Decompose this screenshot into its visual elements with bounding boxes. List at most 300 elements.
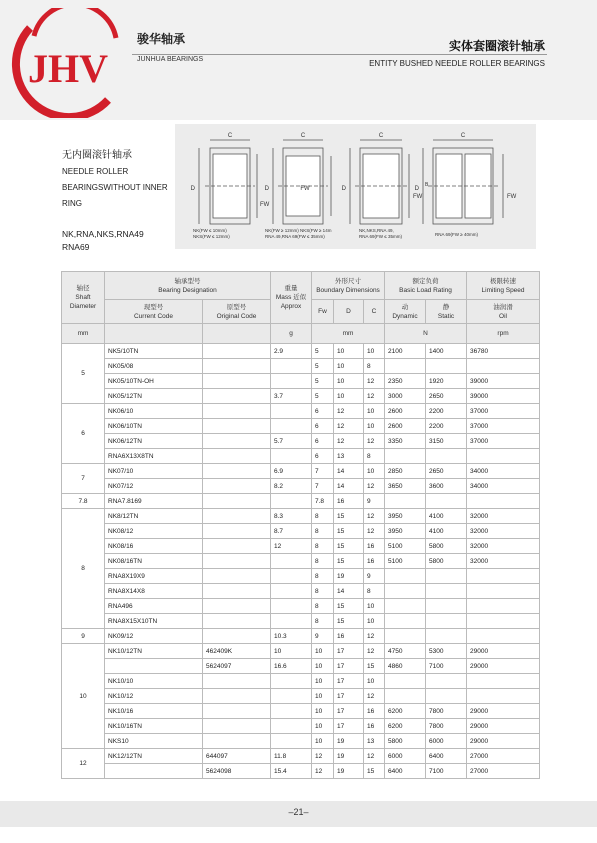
section-title-en: NEEDLE ROLLER BEARINGSWITHOUT INNER RING xyxy=(62,167,168,208)
speed-cell: 29000 xyxy=(467,704,540,719)
static-cell: 5800 xyxy=(426,539,467,554)
original-cell xyxy=(203,599,271,614)
mass-cell: 8.2 xyxy=(271,479,312,494)
d-header: D xyxy=(334,300,364,324)
diagram2-d-label: D xyxy=(264,186,269,192)
dynamic-cell xyxy=(385,359,426,374)
original-cell xyxy=(203,629,271,644)
current-cell: NK10/16TN xyxy=(105,719,203,734)
static-cell: 1400 xyxy=(426,344,467,359)
page-title-cn: 实体套圈滚针轴承 xyxy=(448,39,545,53)
dynamic-header: 动 Dynamic xyxy=(385,300,426,324)
mass-cell xyxy=(271,734,312,749)
d-cell: 15 xyxy=(334,614,364,629)
c-cell: 10 xyxy=(364,419,385,434)
d-cell: 15 xyxy=(334,509,364,524)
fw-cell: 5 xyxy=(312,374,334,389)
static-cell xyxy=(426,614,467,629)
original-cell xyxy=(203,569,271,584)
current-code-header: 现型号 Current Code xyxy=(105,300,203,324)
table-row xyxy=(62,704,540,719)
dynamic-cell: 6200 xyxy=(385,704,426,719)
table-row xyxy=(62,689,540,704)
current-cell: NK06/10TN xyxy=(105,419,203,434)
dynamic-cell: 6200 xyxy=(385,719,426,734)
fw-cell: 6 xyxy=(312,419,334,434)
table-row xyxy=(62,419,540,434)
speed-cell: 29000 xyxy=(467,719,540,734)
mass-cell: 10 xyxy=(271,644,312,659)
fw-cell: 8 xyxy=(312,539,334,554)
static-cell: 3150 xyxy=(426,434,467,449)
shaft-diameter-cell: 7 xyxy=(62,464,105,494)
c-cell: 8 xyxy=(364,584,385,599)
mass-cell: 6.9 xyxy=(271,464,312,479)
d-cell: 14 xyxy=(334,464,364,479)
original-cell xyxy=(203,734,271,749)
c-cell: 12 xyxy=(364,374,385,389)
mass-cell: 3.7 xyxy=(271,389,312,404)
speed-cell: 37000 xyxy=(467,434,540,449)
mass-cell: 8.7 xyxy=(271,524,312,539)
fw-cell: 12 xyxy=(312,749,334,764)
dynamic-cell: 3350 xyxy=(385,434,426,449)
c-cell: 9 xyxy=(364,494,385,509)
current-cell: NK05/10TN-OH xyxy=(105,374,203,389)
load-unit: N xyxy=(385,324,467,344)
fw-cell: 6 xyxy=(312,434,334,449)
fw-cell: 10 xyxy=(312,704,334,719)
static-cell: 6000 xyxy=(426,734,467,749)
d-cell: 15 xyxy=(334,554,364,569)
boundary-header: 外形尺寸 Boundary Dimensions xyxy=(312,272,385,300)
d-cell: 17 xyxy=(334,644,364,659)
static-cell xyxy=(426,359,467,374)
dynamic-cell xyxy=(385,599,426,614)
c-cell: 10 xyxy=(364,599,385,614)
original-cell xyxy=(203,404,271,419)
current-cell: RNA7.8169 xyxy=(105,494,203,509)
speed-cell: 27000 xyxy=(467,764,540,779)
mass-cell xyxy=(271,689,312,704)
current-cell: NK07/10 xyxy=(105,464,203,479)
current-cell: RNA6X13X8TN xyxy=(105,449,203,464)
dynamic-cell: 2600 xyxy=(385,419,426,434)
mass-cell: 11.8 xyxy=(271,749,312,764)
fw-cell: 9 xyxy=(312,629,334,644)
current-code-unit xyxy=(105,324,203,344)
diagram1-note: NK(FW ≤ 10mm) NKS(FW ≤ 12mm) xyxy=(193,228,230,239)
table-row xyxy=(62,524,540,539)
d-cell: 14 xyxy=(334,479,364,494)
static-cell xyxy=(426,569,467,584)
mass-cell xyxy=(271,704,312,719)
d-cell: 19 xyxy=(334,734,364,749)
diagram1-d-label: D xyxy=(190,186,195,192)
c-cell: 10 xyxy=(364,614,385,629)
dynamic-cell: 2600 xyxy=(385,404,426,419)
d-cell: 15 xyxy=(334,524,364,539)
d-cell: 10 xyxy=(334,344,364,359)
speed-header: 极限转速 Limiting Speed xyxy=(467,272,540,300)
current-cell: NK8/12TN xyxy=(105,509,203,524)
d-cell: 19 xyxy=(334,749,364,764)
mass-cell xyxy=(271,419,312,434)
c-cell: 16 xyxy=(364,704,385,719)
speed-cell: 36780 xyxy=(467,344,540,359)
fw-cell: 10 xyxy=(312,674,334,689)
original-cell xyxy=(203,434,271,449)
fw-cell: 6 xyxy=(312,404,334,419)
c-cell: 12 xyxy=(364,629,385,644)
mass-cell xyxy=(271,584,312,599)
fw-cell: 6 xyxy=(312,449,334,464)
fw-header: Fw xyxy=(312,300,334,324)
mass-cell xyxy=(271,674,312,689)
mass-cell xyxy=(271,374,312,389)
original-cell: 462409K xyxy=(203,644,271,659)
d-cell: 17 xyxy=(334,704,364,719)
static-cell: 2650 xyxy=(426,464,467,479)
speed-cell: 29000 xyxy=(467,659,540,674)
d-cell: 14 xyxy=(334,584,364,599)
table-row xyxy=(62,389,540,404)
dynamic-cell xyxy=(385,614,426,629)
original-cell: 5624097 xyxy=(203,659,271,674)
static-cell: 2650 xyxy=(426,389,467,404)
table-row xyxy=(62,539,540,554)
table-row xyxy=(62,479,540,494)
c-cell: 10 xyxy=(364,344,385,359)
table-row xyxy=(62,359,540,374)
c-cell: 10 xyxy=(364,674,385,689)
fw-cell: 10 xyxy=(312,689,334,704)
speed-cell: 27000 xyxy=(467,749,540,764)
d-cell: 15 xyxy=(334,539,364,554)
c-cell: 12 xyxy=(364,434,385,449)
shaft-diameter-cell: 12 xyxy=(62,749,105,779)
current-cell: RNA496 xyxy=(105,599,203,614)
static-cell xyxy=(426,584,467,599)
current-cell: NK08/16TN xyxy=(105,554,203,569)
speed-cell xyxy=(467,599,540,614)
speed-cell xyxy=(467,449,540,464)
table-row xyxy=(62,404,540,419)
table-row xyxy=(62,344,540,359)
current-cell: NK5/10TN xyxy=(105,344,203,359)
mass-cell xyxy=(271,494,312,509)
original-code-unit xyxy=(203,324,271,344)
speed-cell: 39000 xyxy=(467,374,540,389)
original-cell xyxy=(203,689,271,704)
mass-cell: 16.6 xyxy=(271,659,312,674)
logo-text: JHV xyxy=(28,46,108,91)
mass-cell: 8.3 xyxy=(271,509,312,524)
c-cell: 15 xyxy=(364,659,385,674)
c-cell: 12 xyxy=(364,749,385,764)
shaft-diameter-cell: 7.8 xyxy=(62,494,105,509)
fw-cell: 8 xyxy=(312,584,334,599)
table-row xyxy=(62,659,540,674)
current-cell: NK05/12TN xyxy=(105,389,203,404)
original-cell xyxy=(203,704,271,719)
c-cell: 12 xyxy=(364,479,385,494)
c-cell: 12 xyxy=(364,689,385,704)
dynamic-cell xyxy=(385,449,426,464)
table-row xyxy=(62,734,540,749)
table-row xyxy=(62,614,540,629)
mass-cell xyxy=(271,719,312,734)
d-cell: 16 xyxy=(334,494,364,509)
table-row xyxy=(62,509,540,524)
bearing-diagrams-svg xyxy=(175,124,536,249)
current-cell: NK10/12 xyxy=(105,689,203,704)
table-row xyxy=(62,449,540,464)
dynamic-cell: 6000 xyxy=(385,749,426,764)
table-row xyxy=(62,629,540,644)
current-cell: NK05/08 xyxy=(105,359,203,374)
d-cell: 13 xyxy=(334,449,364,464)
mass-cell xyxy=(271,554,312,569)
d-cell: 19 xyxy=(334,569,364,584)
dynamic-cell xyxy=(385,494,426,509)
load-rating-header: 额定负荷 Basic Load Rating xyxy=(385,272,467,300)
static-cell: 5800 xyxy=(426,554,467,569)
speed-cell: 32000 xyxy=(467,509,540,524)
shaft-diameter-cell: 10 xyxy=(62,644,105,749)
speed-cell xyxy=(467,569,540,584)
c-cell: 16 xyxy=(364,554,385,569)
bearing-spec-table xyxy=(61,271,540,779)
current-cell: NK12/12TN xyxy=(105,749,203,764)
fw-cell: 5 xyxy=(312,389,334,404)
d-cell: 12 xyxy=(334,434,364,449)
diagram4-b-label: B xyxy=(425,182,429,188)
d-cell: 17 xyxy=(334,719,364,734)
table-row xyxy=(62,719,540,734)
mass-cell xyxy=(271,449,312,464)
diagram2-note: NK(FW ≥ 12mm) NKS(FW ≥ 14m RNA 49,RNA 69(FW ≤ 35mm) xyxy=(265,228,332,239)
fw-cell: 8 xyxy=(312,509,334,524)
speed-cell: 37000 xyxy=(467,404,540,419)
c-cell: 12 xyxy=(364,524,385,539)
current-cell: NK10/10 xyxy=(105,674,203,689)
fw-cell: 5 xyxy=(312,344,334,359)
page-title-en: ENTITY BUSHED NEEDLE ROLLER BEARINGS xyxy=(369,59,545,68)
speed-cell xyxy=(467,614,540,629)
speed-cell: 29000 xyxy=(467,734,540,749)
original-cell xyxy=(203,674,271,689)
current-cell xyxy=(105,659,203,674)
mass-cell: 2.9 xyxy=(271,344,312,359)
fw-cell: 8 xyxy=(312,524,334,539)
dynamic-cell: 5100 xyxy=(385,539,426,554)
static-cell: 7100 xyxy=(426,659,467,674)
brand-name-en: JUNHUA BEARINGS xyxy=(137,56,204,63)
original-code-header: 原型号 Original Code xyxy=(203,300,271,324)
dynamic-cell: 5100 xyxy=(385,554,426,569)
original-cell xyxy=(203,389,271,404)
original-cell xyxy=(203,479,271,494)
current-cell: NK10/12TN xyxy=(105,644,203,659)
d-cell: 19 xyxy=(334,764,364,779)
shaft-diameter-cell: 5 xyxy=(62,344,105,404)
table-row xyxy=(62,434,540,449)
speed-cell: 34000 xyxy=(467,479,540,494)
diagram4-note: RNA 69(FW ≥ 40mm) xyxy=(435,232,478,237)
fw-cell: 8 xyxy=(312,614,334,629)
original-cell xyxy=(203,359,271,374)
fw-cell: 7 xyxy=(312,464,334,479)
d-cell: 17 xyxy=(334,674,364,689)
dynamic-cell: 3950 xyxy=(385,524,426,539)
original-cell xyxy=(203,464,271,479)
current-cell: NKS10 xyxy=(105,734,203,749)
table-row xyxy=(62,599,540,614)
static-cell: 7100 xyxy=(426,764,467,779)
mass-cell: 5.7 xyxy=(271,434,312,449)
dynamic-cell: 3950 xyxy=(385,509,426,524)
current-cell: NK07/12 xyxy=(105,479,203,494)
static-cell: 4100 xyxy=(426,524,467,539)
current-cell: NK08/12 xyxy=(105,524,203,539)
fw-cell: 5 xyxy=(312,359,334,374)
table-row xyxy=(62,584,540,599)
mass-cell xyxy=(271,569,312,584)
speed-cell: 29000 xyxy=(467,644,540,659)
d-cell: 12 xyxy=(334,419,364,434)
c-cell: 12 xyxy=(364,389,385,404)
dynamic-cell: 4860 xyxy=(385,659,426,674)
original-cell: 644097 xyxy=(203,749,271,764)
mass-cell: 15.4 xyxy=(271,764,312,779)
fw-cell: 12 xyxy=(312,764,334,779)
original-cell xyxy=(203,584,271,599)
dynamic-cell: 6400 xyxy=(385,764,426,779)
d-cell: 17 xyxy=(334,659,364,674)
table-row xyxy=(62,374,540,389)
fw-cell: 8 xyxy=(312,569,334,584)
speed-unit: rpm xyxy=(467,324,540,344)
original-cell xyxy=(203,554,271,569)
c-cell: 12 xyxy=(364,644,385,659)
static-cell: 7800 xyxy=(426,704,467,719)
table-row xyxy=(62,569,540,584)
speed-cell xyxy=(467,494,540,509)
original-cell xyxy=(203,449,271,464)
static-cell xyxy=(426,674,467,689)
dynamic-cell: 3000 xyxy=(385,389,426,404)
boundary-unit: mm xyxy=(312,324,385,344)
speed-cell: 39000 xyxy=(467,389,540,404)
fw-cell: 10 xyxy=(312,659,334,674)
d-cell: 10 xyxy=(334,374,364,389)
static-cell xyxy=(426,599,467,614)
static-cell: 1920 xyxy=(426,374,467,389)
current-cell xyxy=(105,764,203,779)
static-cell xyxy=(426,689,467,704)
static-cell: 6400 xyxy=(426,749,467,764)
d-cell: 10 xyxy=(334,359,364,374)
diagram3-d-label: D xyxy=(341,186,346,192)
static-cell: 2200 xyxy=(426,404,467,419)
static-cell: 7800 xyxy=(426,719,467,734)
diagram4-c-label: C xyxy=(460,133,466,139)
designation-header: 轴承型号 Bearing Designation xyxy=(105,272,271,300)
speed-cell: 32000 xyxy=(467,539,540,554)
dynamic-cell: 2100 xyxy=(385,344,426,359)
diagram2-fw-label: FW xyxy=(300,186,310,192)
mass-cell: 10.3 xyxy=(271,629,312,644)
dynamic-cell: 3650 xyxy=(385,479,426,494)
shaft-diameter-cell: 6 xyxy=(62,404,105,464)
c-cell: 8 xyxy=(364,359,385,374)
header-divider xyxy=(132,54,547,55)
speed-cell: 32000 xyxy=(467,524,540,539)
original-cell xyxy=(203,494,271,509)
c-cell: 16 xyxy=(364,539,385,554)
original-cell xyxy=(203,719,271,734)
diagram2-c-label: C xyxy=(300,133,306,139)
mass-cell xyxy=(271,614,312,629)
d-cell: 15 xyxy=(334,599,364,614)
shaft-header: 轴径 Shaft Diameter xyxy=(62,272,105,324)
dynamic-cell xyxy=(385,674,426,689)
mass-unit: g xyxy=(271,324,312,344)
section-title-cn: 无内圈滚针轴承 xyxy=(62,150,132,161)
oil-header: 油润滑 Oil xyxy=(467,300,540,324)
diagram1-fw-label: FW xyxy=(260,202,270,208)
table-row xyxy=(62,464,540,479)
speed-cell xyxy=(467,584,540,599)
mass-cell: 12 xyxy=(271,539,312,554)
original-cell: 5624098 xyxy=(203,764,271,779)
current-cell: RNA8X14X8 xyxy=(105,584,203,599)
diagram3-note: NK,NKS,RNA 49, RNA 69(FW ≤ 35mm) xyxy=(359,228,402,239)
d-cell: 10 xyxy=(334,389,364,404)
static-header: 静 Static xyxy=(426,300,467,324)
fw-cell: 10 xyxy=(312,644,334,659)
fw-cell: 10 xyxy=(312,734,334,749)
d-cell: 16 xyxy=(334,629,364,644)
speed-cell: 32000 xyxy=(467,554,540,569)
fw-cell: 10 xyxy=(312,719,334,734)
shaft-diameter-cell: 8 xyxy=(62,509,105,629)
fw-cell: 8 xyxy=(312,554,334,569)
dynamic-cell: 4750 xyxy=(385,644,426,659)
speed-cell xyxy=(467,359,540,374)
table-row xyxy=(62,674,540,689)
fw-cell: 7 xyxy=(312,479,334,494)
current-cell: RNA8X15X10TN xyxy=(105,614,203,629)
static-cell xyxy=(426,449,467,464)
dynamic-cell: 2350 xyxy=(385,374,426,389)
speed-cell: 37000 xyxy=(467,419,540,434)
current-cell: NK08/16 xyxy=(105,539,203,554)
dynamic-cell xyxy=(385,569,426,584)
dynamic-cell xyxy=(385,584,426,599)
dynamic-cell: 5800 xyxy=(385,734,426,749)
table-row xyxy=(62,644,540,659)
shaft-unit: mm xyxy=(62,324,105,344)
brand-name-cn: 骏华轴承 xyxy=(137,32,186,46)
static-cell: 4100 xyxy=(426,509,467,524)
original-cell xyxy=(203,614,271,629)
jhv-logo xyxy=(4,8,132,118)
original-cell xyxy=(203,539,271,554)
mass-header: 重量 Mass 近似 Approx xyxy=(271,272,312,324)
bearing-diagrams xyxy=(175,124,536,249)
